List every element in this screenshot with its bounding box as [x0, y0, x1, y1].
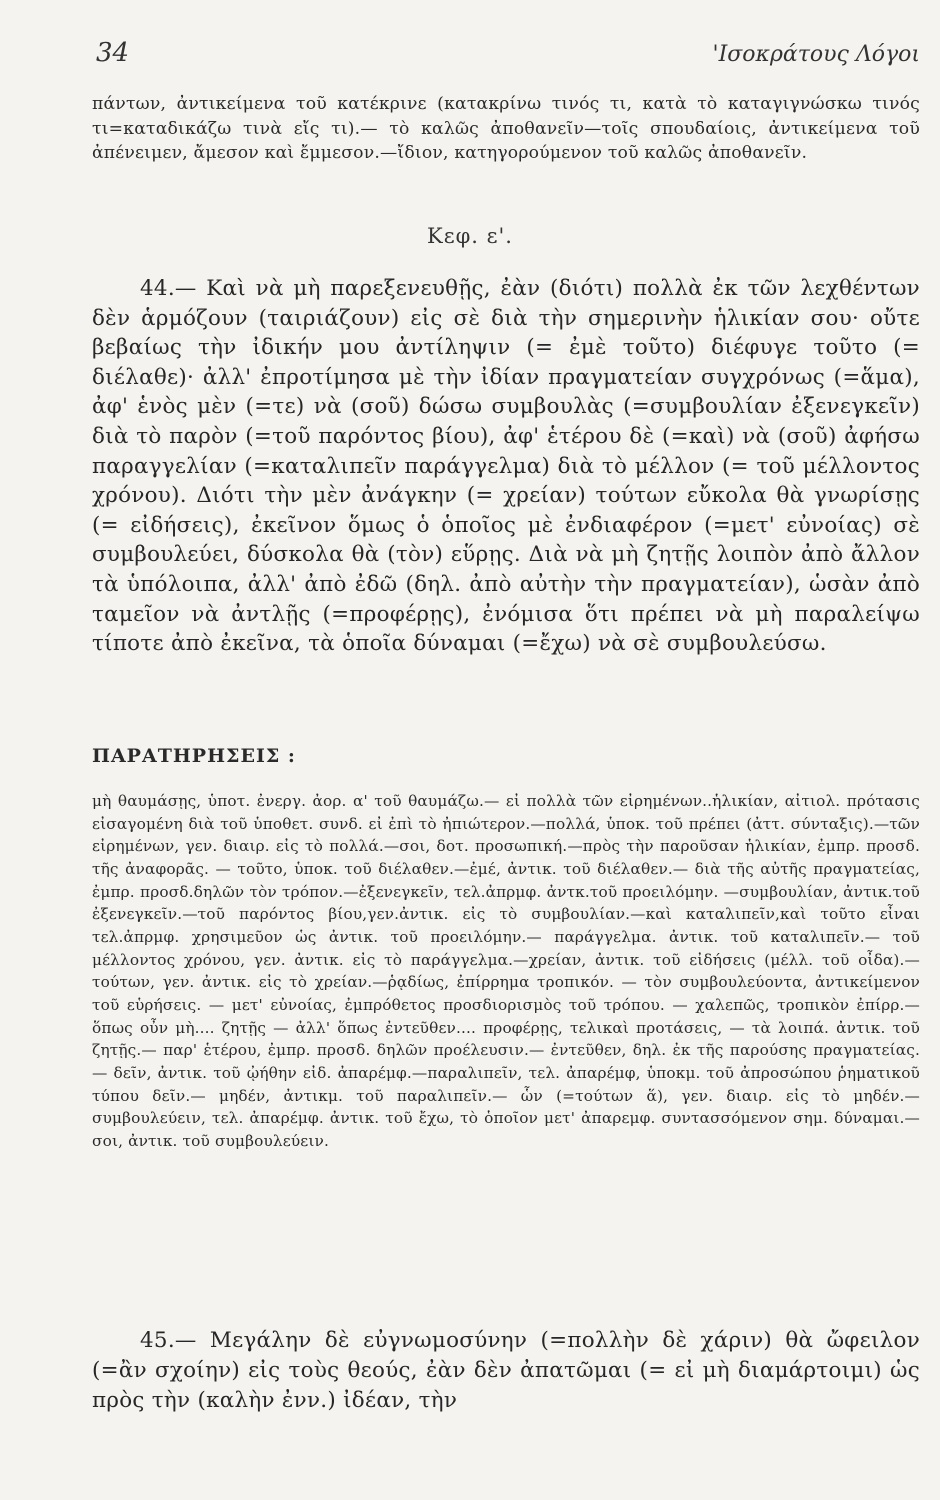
paragraph-44-text: 44.— Καὶ νὰ μὴ παρεξενευθῇς, ἐὰν (διότι) πολλὰ ἐκ τῶν λεχθέντων δὲν ἁρμόζουν (ταιριάζουν) εἰς σὲ διὰ τὴν σημερινὴν ἡλικίαν σου· οὔτε βεβαίως τὴν ἰδικήν μου ἀντίληψιν (= ἐμὲ τοῦτο) διέφυγε τοῦτο (= διέλαθε)· ἀλλ' ἐπροτίμησα μὲ τὴν ἰδίαν πραγματείαν συγχρόνως (=ἅμα), ἀφ' ἑνὸς μὲν (=τε) νὰ (σοῦ) δώσω συμβουλὰς (=συμβουλίαν ἐξενεγκεῖν) διὰ τὸ παρὸν (=τοῦ παρόντος βίου), ἀφ' ἑτέρου δὲ (=καὶ) νὰ (σοῦ) ἀφήσω παραγγελίαν (=καταλιπεῖν παράγγελμα) διὰ τὸ μέλλον (= τοῦ μέλλοντος χρόνου). Διότι τὴν μὲν ἀνάγκην (= χρείαν) τούτων εὔκολα θὰ γνωρίσῃς (= εἰδήσεις), ἐκεῖνον ὅμως ὁ ὁποῖος μὲ ἐνδιαφέρον (=μετ' εὐνοίας) σὲ συμβουλεύει, δύσκολα θὰ (τὸν) εὕρῃς. Διὰ νὰ μὴ ζητῇς λοιπὸν ἀπὸ ἄλλον τὰ ὑπόλοιπα, ἀλλ' ἀπὸ ἐδῶ (δηλ. ἀπὸ αὐτὴν τὴν πραγματείαν), ὡσὰν ἀπὸ ταμεῖον νὰ ἀντλῇς (=προφέρῃς), ἐνόμισα ὅτι πρέπει νὰ μὴ παραλείψω τίποτε ἀπὸ ἐκεῖνα, τὰ ὁποῖα δύναμαι (=ἔχω) νὰ σὲ συμβουλεύσω. [92, 276, 920, 657]
paragraph-45-text: 45.— Μεγάλην δὲ εὐγνωμοσύνην (=πολλὴν δὲ χάριν) θὰ ὤφειλον (=ἂν σχοίην) εἰς τοὺς θεούς, ἐὰν δὲν ἀπατῶμαι (= εἰ μὴ διαμάρτοιμι) ὡς πρὸς τὴν (καλὴν ἐνν.) ἰδέαν, τὴν [92, 1328, 920, 1413]
chapter-heading: Κεφ. ε'. [427, 224, 513, 248]
grammar-notes [92, 790, 920, 1153]
page-number: 34 [96, 38, 130, 68]
running-title: 'Ισοκράτους Λόγοι [712, 42, 920, 67]
observations-heading: ΠΑΡΑΤΗΡΗΣΕΙΣ : [92, 745, 296, 767]
continued-notes: πάντων, ἀντικείμενα τοῦ κατέκρινε (κατακρίνω τινός τι, κατὰ τὸ καταγιγνώσκω τινός τι=καταδικάζω τινὰ εἴς τι).— τὸ καλῶς ἀποθανεῖν—τοῖς σπουδαίοις, ἀντικείμενα τοῦ ἀπένειμεν, ἄμεσον καὶ ἔμμεσον.—ἴδιον, κατηγορούμενον τοῦ καλῶς ἀποθανεῖν. [92, 94, 920, 163]
paragraph-45 [92, 1326, 920, 1416]
grammar-notes-text: μὴ θαυμάσῃς, ὑποτ. ἐνεργ. ἀορ. α' τοῦ θαυμάζω.— εἰ πολλὰ τῶν εἰρημένων..ἡλικίαν, αἰτιολ. πρότασις εἰσαγομένη διὰ τοῦ ὑποθετ. συνδ. εἰ ἐπὶ τὸ ἠπιώτερον.—πολλά, ὑποκ. τοῦ πρέπει (ἀττ. σύνταξις).—τῶν εἰρημένων, γεν. διαιρ. εἰς τὸ πολλά.—σοι, δοτ. προσωπική.—πρὸς τὴν παροῦσαν ἡλικίαν, ἐμπρ. προσδ. τῆς ἀναφορᾶς. — τοῦτο, ὑποκ. τοῦ διέλαθεν.—ἐμέ, ἀντικ. τοῦ διέλαθεν.— διὰ τῆς αὐτῆς πραγματείας, ἐμπρ. προσδ.δηλῶν τὸν τρόπον.—ἐξενεγκεῖν, τελ.ἀπρμφ. ἀντκ.τοῦ προειλόμην. —συμβουλίαν, ἀντικ.τοῦ ἐξενεγκεῖν.—τοῦ παρόντος βίου,γεν.ἀντικ. εἰς τὸ συμβουλίαν.—καὶ καταλιπεῖν,καὶ τοῦτο εἶναι τελ.ἀπρμφ. χρησιμεῦον ὡς ἀντικ. τοῦ προειλόμην.— παράγγελμα. ἀντικ. τοῦ καταλιπεῖν.— τοῦ μέλλοντος χρόνου, γεν. ἀντικ. εἰς τὸ παράγγελμα.—χρείαν, ἀντικ. τοῦ εἰδήσεις (μέλλ. τοῦ οἶδα).—τούτων, γεν. ἀντικ. εἰς τὸ χρείαν.—ῥᾳδίως, ἐπίρρημα τροπικόν. — τὸν συμβουλεύοντα, ἀντικείμενον τοῦ εὑρήσεις. — μετ' εὐνοίας, ἐμπρόθετος προσδιορισμὸς τοῦ τρόπου. — χαλεπῶς, τροπικὸν ἐπίρρ.— ὅπως οὖν μὴ.... ζητῇς — ἀλλ' ὅπως ἐντεῦθεν.... προφέρῃς, τελικαὶ προτάσεις, — τὰ λοιπά. ἀντικ. τοῦ ζητῇς.— παρ' ἑτέρου, ἐμπρ. προσδ. δηλῶν προέλευσιν.— ἐντεῦθεν, δηλ. ἐκ τῆς παρούσης πραγματείας.— δεῖν, ἀντικ. τοῦ ᾠήθην εἰδ. ἀπαρέμφ.—παραλιπεῖν, τελ. ἀπαρέμφ, ὑποκμ. τοῦ ἀπροσώπου ῥηματικοῦ τύπου δεῖν.— μηδέν, ἀντικμ. τοῦ παραλιπεῖν.— ὧν (=τούτων ἅ), γεν. διαιρ. εἰς τὸ μηδέν.— συμβουλεύειν, τελ. ἀπαρέμφ. ἀντικ. τοῦ ἔχω, τὸ ὁποῖον μετ' ἀπαρεμφ. συντασσόμενον σημ. δύναμαι.—σοι, ἀντικ. τοῦ συμβουλεύειν. [92, 792, 920, 1150]
page-header [96, 38, 920, 74]
paragraph-44 [92, 274, 920, 659]
